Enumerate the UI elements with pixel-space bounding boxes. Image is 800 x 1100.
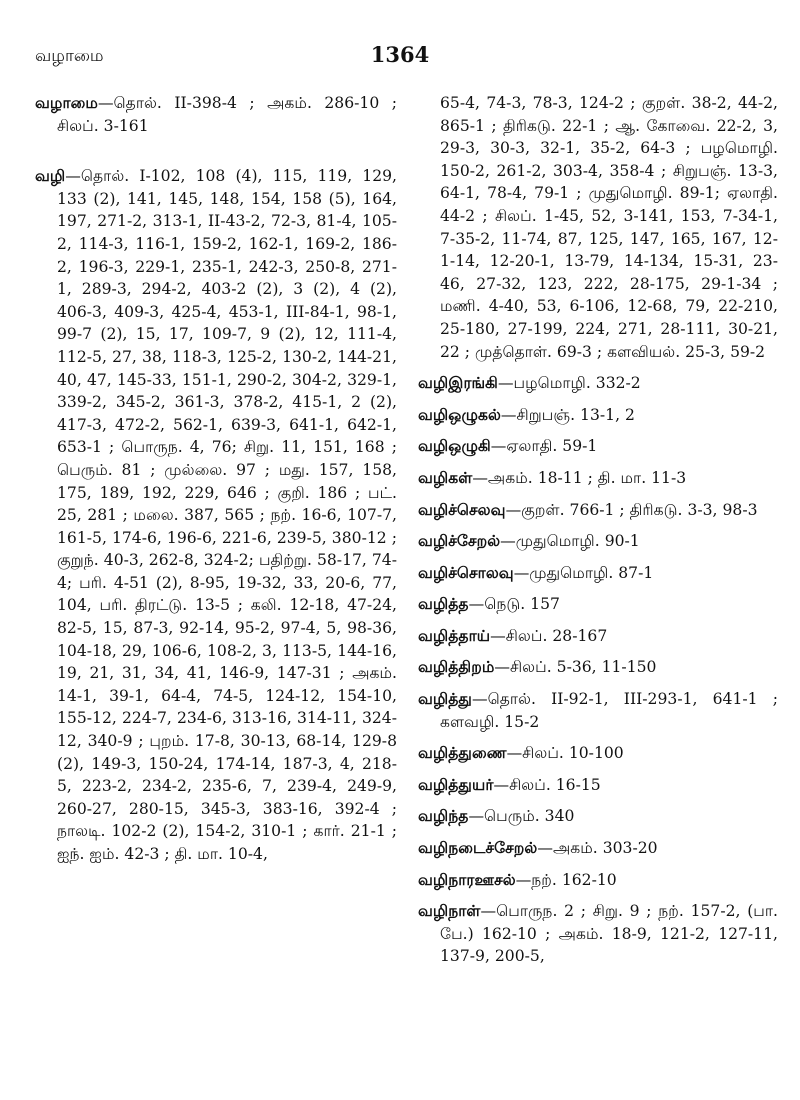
entry-references: —முதுமொழி. 90-1 bbox=[500, 532, 640, 551]
index-entry bbox=[418, 562, 778, 585]
entry-references: —சிறுபஞ். 13-1, 2 bbox=[500, 405, 635, 424]
entry-headword: வழித்தாய் bbox=[418, 626, 491, 645]
index-entry bbox=[418, 688, 778, 733]
entry-references: —தொல். II-92-1, III-293-1, 641-1 ; களவழி. 15-2 bbox=[440, 690, 778, 731]
entry-headword: வழிநாள் bbox=[418, 902, 481, 921]
entry-headword: வழிந்த bbox=[418, 807, 469, 826]
left-column bbox=[35, 92, 397, 874]
entry-references: —நெடு. 157 bbox=[468, 595, 560, 614]
entry-headword: வழிஇரங்கி bbox=[418, 374, 498, 393]
entry-headword: வழாமை bbox=[35, 94, 98, 112]
entry-references: —ஏலாதி. 59-1 bbox=[490, 437, 598, 456]
entry-headword: வழி bbox=[35, 167, 66, 186]
entry-headword: வழித்திறம் bbox=[418, 658, 495, 677]
entry-headword: வழித்த bbox=[418, 595, 469, 614]
entry-headword: வழிநடைச்சேறல் bbox=[418, 839, 538, 858]
entry-headword: வழித்து bbox=[418, 690, 472, 709]
entry-references: —அகம். 18-11 ; தி. மா. 11-3 bbox=[472, 468, 687, 487]
index-entry bbox=[418, 869, 778, 892]
entry-references: —பழமொழி. 332-2 bbox=[497, 374, 641, 393]
index-entry bbox=[418, 805, 778, 828]
index-entry bbox=[418, 837, 778, 860]
index-entry bbox=[418, 372, 778, 395]
guide-word: வழாமை bbox=[35, 46, 104, 66]
index-entry bbox=[418, 593, 778, 616]
entry-headword: வழிச்சேறல் bbox=[418, 532, 501, 551]
index-entry bbox=[418, 467, 778, 490]
entry-headword: வழிஒழுகி bbox=[418, 437, 491, 456]
entry-references: —பொருந. 2 ; சிறு. 9 ; நற். 157-2, (பா. பே.) 162-10 ; அகம். 18-9, 121-2, 127-11, 137-9, 200-5, bbox=[440, 902, 778, 966]
index-entry bbox=[418, 530, 778, 553]
entry-references: —தொல். II-398-4 ; அகம். 286-10 ; சிலப். 3-161 bbox=[57, 94, 397, 135]
entry-references: —பெரும். 340 bbox=[468, 807, 575, 826]
page-number: 1364 bbox=[370, 42, 430, 67]
index-entry bbox=[418, 499, 778, 522]
index-entry bbox=[418, 435, 778, 458]
entry-references: —அகம். 303-20 bbox=[537, 839, 658, 858]
entry-headword: வழிச்செலவு bbox=[418, 500, 506, 519]
index-entry bbox=[418, 900, 778, 968]
entry-headword: வழிநாரஊசல் bbox=[418, 870, 516, 889]
index-entry bbox=[418, 404, 778, 427]
entry-headword: வழித்துயர் bbox=[418, 775, 494, 794]
index-entry bbox=[418, 656, 778, 679]
entry-headword: வழித்துணை bbox=[418, 744, 507, 763]
entry-references: —நற். 162-10 bbox=[515, 870, 617, 889]
page-header bbox=[35, 42, 765, 74]
index-entry bbox=[418, 774, 778, 797]
index-entry bbox=[418, 625, 778, 648]
entry-references: —சிலப். 10-100 bbox=[506, 744, 624, 763]
entry-continuation: 65-4, 74-3, 78-3, 124-2 ; குறள். 38-2, 44-2, 865-1 ; திரிகடு. 22-1 ; ஆ. கோவை. 22-2, 3, 29-3, 30-3, 32-1, 35-2, 64-3 ; பழமொழி. 150-2, 261-2, 303-4, 358-4 ; சிறுபஞ். 13-3, 64-1, 78-4, 79-1 ; முதுமொழி. 89-1; ஏலாதி. 44-2 ; சிலப். 1-45, 52, 3-141, 153, 7-34-1, 7-35-2, 11-74, 87, 125, 147, 165, 167, 12-1-14, 12-20-1, 13-79, 14-134, 15-31, 23-46, 27-32, 123, 222, 28-175, 29-1-34 ; மணி. 4-40, 53, 6-106, 12-68, 79, 22-210, 25-180, 27-199, 224, 271, 28-111, 30-21, 22 ; முத்தொள். 69-3 ; களவியல். 25-3, 59-2 bbox=[440, 94, 778, 361]
entry-references: —முதுமொழி. 87-1 bbox=[513, 563, 654, 582]
right-column bbox=[418, 92, 778, 977]
entry-headword: வழிகள் bbox=[418, 468, 473, 487]
entry-headword: வழிச்சொலவு bbox=[418, 563, 514, 582]
index-entry bbox=[35, 92, 397, 137]
entry-headword: வழிஒழுகல் bbox=[418, 405, 501, 424]
entry-references: —சிலப். 16-15 bbox=[493, 775, 601, 794]
entry-references: —குறள். 766-1 ; திரிகடு. 3-3, 98-3 bbox=[505, 500, 758, 519]
index-entry bbox=[35, 165, 397, 865]
entry-references: —தொல். I-102, 108 (4), 115, 119, 129, 133 (2), 141, 145, 148, 154, 158 (5), 164, 197, 271-2, 313-1, II-43-2, 72-3, 81-4, 105-2, 114-3, 116-1, 159-2, 162-1, 169-2, 186-2, 196-3, 229-1, 235-1, 242-3, 250-8, 271-1, 289-3, 294-2, 403-2 (2), 3 (2), 4 (2), 406-3, 409-3, 425-4, 453-1, III-84-1, 98-1, 99-7 (2), 15, 17, 109-7, 9 (2), 12, 111-4, 112-5, 27, 38, 118-3, 125-2, 130-2, 144-21, 40, 47, 145-33, 151-1, 290-2, 304-2, 329-1, 339-2, 345-2, 361-3, 378-2, 415-1, 2 (2), 417-3, 472-2, 562-1, 639-3, 641-1, 642-1, 653-1 ; பொருந. 4, 76; சிறு. 11, 151, 168 ; பெரும். 81 ; முல்லை. 97 ; மது. 157, 158, 175, 189, 192, 229, 646 ; குறி. 186 ; பட். 25, 281 ; மலை. 387, 565 ; நற். 16-6, 107-7, 161-5, 174-6, 196-6, 221-6, 239-5, 380-12 ; குறுந். 40-3, 262-8, 324-2; பதிற்று. 58-17, 74-4; பரி. 4-51 (2), 8-95, 19-32, 33, 20-6, 77, 104, பரி. திரட்டு. 13-5 ; கலி. 12-18, 47-24, 82-5, 15, 87-3, 92-14, 95-2, 97-4, 5, 98-36, 104-18, 29, 106-6, 108-2, 3, 113-5, 144-16, 19, 21, 31, 34, 41, 146-9, 147-31 ; அகம். 14-1, 39-1, 64-4, 74-5, 124-12, 154-10, 155-12, 224-7, 234-6, 313-16, 314-11, 324-12, 340-9 ; புறம். 17-8, 30-13, 68-14, 129-8 (2), 149-3, 150-24, 174-14, 187-3, 4, 218-5, 223-2, 234-2, 235-6, 7, 239-4, 249-9, 260-27, 280-15, 345-3, 383-16, 392-4 ; நாலடி. 102-2 (2), 154-2, 310-1 ; கார். 21-1 ; ஐந். ஐம். 42-3 ; தி. மா. 10-4, bbox=[57, 167, 397, 863]
index-entry bbox=[418, 742, 778, 765]
entry-references: —சிலப். 5-36, 11-150 bbox=[494, 658, 657, 677]
entry-references: —சிலப். 28-167 bbox=[490, 626, 608, 645]
